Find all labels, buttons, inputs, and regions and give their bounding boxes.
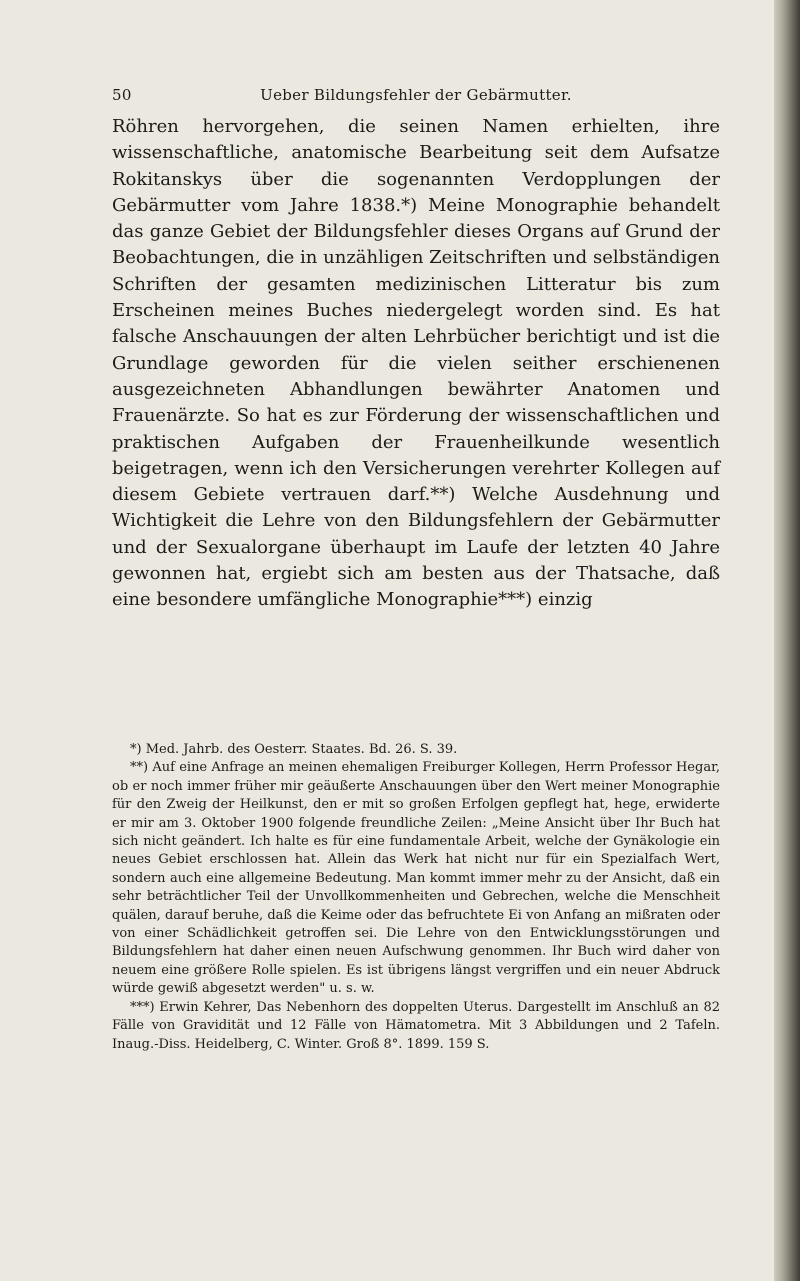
page-number: 50 [112, 86, 132, 104]
footnotes [112, 741, 720, 1054]
footnote-3: ***) Erwin Kehrer, Das Nebenhorn des doppelten Uterus. Dargestellt im Anschluß an 82 Fälle von Gravidität und 12 Fälle von Hämatometra. Mit 3 Abbildungen und 2 Tafeln. Inaug.-Diss. Heidelberg, C. Winter. Groß 8°. 1899. 159 S. [112, 999, 720, 1052]
main-text: Röhren hervorgehen, die seinen Namen erhielten, ihre wissenschaftliche, anatomische Bearbeitung seit dem Aufsatze Rokitanskys über die sogenannten Verdopplungen der Gebärmutter vom Jahre 1838.*) Meine Monographie behandelt das ganze Gebiet der Bildungsfehler dieses Organs auf Grund der Beobachtungen, die in unzähligen Zeitschriften und selbständigen Schriften der gesamten medizinischen Litteratur bis zum Erscheinen meines Buches niedergelegt worden sind. Es hat falsche Anschauungen der alten Lehrbücher berichtigt und ist die Grundlage geworden für die vielen seither erschienenen ausgezeichneten Abhandlungen bewährter Anatomen und Frauenärzte. So hat es zur Förderung der wissenschaftlichen und praktischen Aufgaben der Frauenheilkunde wesentlich beigetragen, wenn ich den Versicherungen verehrter Kollegen auf diesem Gebiete vertrauen darf.**) Welche Ausdehnung und Wichtigkeit die Lehre von den Bildungsfehlern der Gebärmutter und der Sexualorgane überhaupt im Laufe der letzten 40 Jahre gewonnen hat, ergiebt sich am besten aus der Thatsache, daß eine besondere umfängliche Monographie***) einzig [112, 116, 720, 611]
running-head: Ueber Bildungsfehler der Gebärmutter. [260, 86, 572, 104]
footnote-1: *) Med. Jahrb. des Oesterr. Staates. Bd. 26. S. 39. [130, 742, 458, 757]
page-header [112, 86, 720, 110]
footnote-2: **) Auf eine Anfrage an meinen ehemaligen Freiburger Kollegen, Herrn Professor Hegar, ob er noch immer früher mir geäußerte Anschauungen über den Wert meiner Monographie für den Zweig der Heilkunst, den er mit so großen Erfolgen gepflegt hat, hege, erwiderte er mir am 3. Oktober 1900 folgende freundliche Zeilen: „Meine Ansicht über Ihr Buch hat sich nicht geändert. Ich halte es für eine fundamentale Arbeit, welche der Gynäkologie ein neues Gebiet erschlossen hat. Allein das Werk hat nicht nur für ein Spezialfach Wert, sondern auch eine allgemeine Bedeutung. Man kommt immer mehr zu der Ansicht, daß ein sehr beträchtlicher Teil der Unvollkommenheiten und Gebrechen, welche die Menschheit quälen, darauf beruhe, daß die Keime oder das befruchtete Ei von Anfang an mißraten oder von einer Schädlichkeit getroffen sei. Die Lehre von den Entwicklungsstörungen und Bildungsfehlern hat daher einen neuen Aufschwung genommen. Ihr Buch wird daher von neuem eine größere Rolle spielen. Es ist übrigens längst vergriffen und ein neuer Abdruck würde gewiß abgesetzt werden" u. s. w. [112, 760, 720, 997]
book-binding-edge [774, 0, 800, 1281]
